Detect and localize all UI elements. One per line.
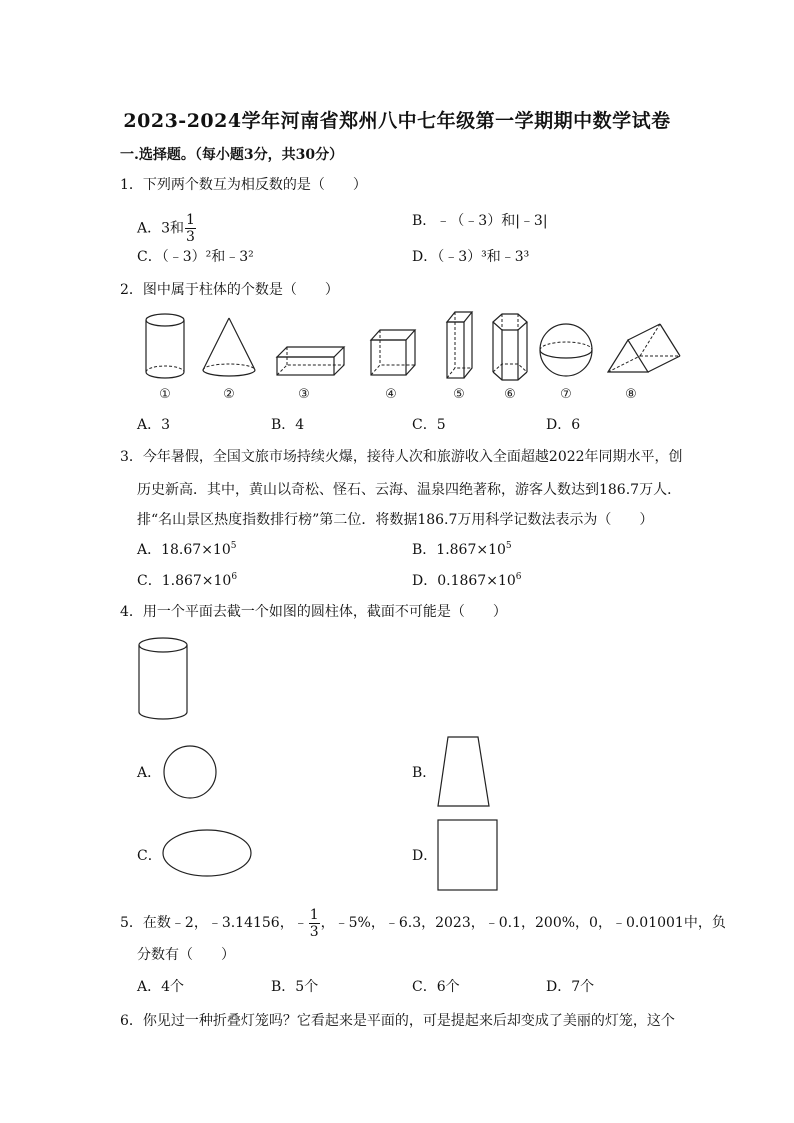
solid-label-6: ⑥: [504, 387, 516, 402]
q5-stem-suffix: ，﹣5%，﹣6.3，2023，﹣0.1，200%，0，﹣0.01001中，负: [320, 915, 726, 931]
q4-option-b: B．: [412, 765, 437, 781]
q4-circle-shape: [164, 746, 216, 798]
solid-label-4: ④: [385, 387, 397, 402]
q3-option-a: [137, 541, 236, 559]
q4-trapezoid-shape: [438, 737, 489, 806]
q5-stem-prefix: 5．在数﹣2，﹣3.14156，: [120, 915, 294, 931]
q1-option-a-text: A．3和: [137, 220, 185, 237]
q5-frac-den: 3: [309, 923, 319, 940]
q5-frac-num: 1: [309, 906, 319, 923]
q3-option-b: [412, 541, 512, 559]
solid-label-1: ①: [159, 387, 171, 402]
q2-option-c: C．5: [412, 417, 446, 433]
q3-b-base: B．1.867×10: [412, 542, 506, 558]
q5-frac-sign: ﹣: [293, 915, 308, 931]
q5-option-d: D．7个: [546, 979, 595, 995]
solid-label-5: ⑤: [453, 387, 465, 402]
q2-option-d: D．6: [546, 417, 581, 433]
section-heading-text: 一.选择题。: [120, 147, 195, 163]
q3-a-exp: 5: [230, 541, 237, 551]
q3-c-exp: 6: [231, 572, 238, 582]
q1-stem: 1．下列两个数互为相反数的是（ ）: [120, 177, 367, 193]
q4-option-c: C．: [137, 848, 162, 864]
exam-title: 2023-2024学年河南省郑州八中七年级第一学期期中数学试卷: [123, 110, 671, 132]
q5-fraction: [309, 907, 320, 940]
solid-label-8: ⑧: [625, 387, 637, 402]
hexagonal-prism-shape: [493, 314, 527, 380]
q5-option-c: C．6个: [412, 979, 460, 995]
q3-line-3: 排“名山景区热度指数排行榜”第二位．将数据186.7万用科学记数法表示为（ ）: [137, 512, 654, 528]
q5-option-a: A．4个: [137, 979, 185, 995]
q4-stem: 4．用一个平面去截一个如图的圆柱体，截面不可能是（ ）: [120, 604, 507, 620]
q4-square-shape: [438, 820, 497, 890]
q1-frac-den: 3: [186, 229, 195, 245]
q5-stem: [120, 906, 726, 940]
square-prism-shape: [447, 312, 472, 378]
q5-option-b: B．5个: [271, 979, 319, 995]
q3-d-base: D．0.1867×10: [412, 573, 516, 589]
solid-label-3: ③: [298, 387, 310, 402]
q4-ellipse-shape: [163, 830, 251, 876]
q1-option-d: D．（﹣3）³和﹣3³: [412, 249, 530, 265]
q3-a-base: A．18.67×10: [137, 542, 231, 558]
solid-label-2: ②: [223, 387, 235, 402]
triangular-prism-shape: [608, 324, 680, 372]
cuboid-shape: [277, 347, 344, 375]
q1-frac-num: 1: [186, 212, 195, 228]
q1-option-b: B．﹣（﹣3）和|﹣3|: [412, 213, 548, 229]
q3-c-base: C．1.867×10: [137, 573, 232, 589]
q4-cylinder-figure: [139, 638, 187, 719]
sphere-shape: [540, 324, 592, 376]
q3-b-exp: 5: [505, 541, 512, 551]
q3-option-d: [412, 572, 522, 590]
q3-option-c: [137, 572, 237, 590]
cube-shape: [371, 330, 415, 375]
q2-option-a: A．3: [137, 417, 171, 433]
q3-line-2: 历史新高．其中，黄山以奇松、怪石、云海、温泉四绝著称，游客人数达到186.7万人．: [137, 482, 682, 498]
solid-label-7: ⑦: [560, 387, 572, 402]
cone-shape: [203, 318, 255, 376]
q6-line-1: 6．你见过一种折叠灯笼吗？它看起来是平面的，可是提起来后却变成了美丽的灯笼，这个: [120, 1013, 675, 1029]
q3-d-exp: 6: [515, 572, 522, 582]
q4-option-a: A．: [137, 765, 162, 781]
q2-option-b: B．4: [271, 417, 305, 433]
q5-line-2: 分数有（ ）: [137, 947, 235, 963]
cylinder-shape: [146, 314, 184, 378]
q2-stem: 2．图中属于柱体的个数是（ ）: [120, 282, 339, 298]
q1-option-c: C．（﹣3）²和﹣3²: [137, 249, 254, 265]
q4-option-d: D．: [412, 848, 438, 864]
section-note: （每小题3分，共30分）: [194, 147, 344, 163]
q3-line-1: 3．今年暑假，全国文旅市场持续火爆，接待人次和旅游收入全面超越2022年同期水平，创: [120, 449, 683, 465]
